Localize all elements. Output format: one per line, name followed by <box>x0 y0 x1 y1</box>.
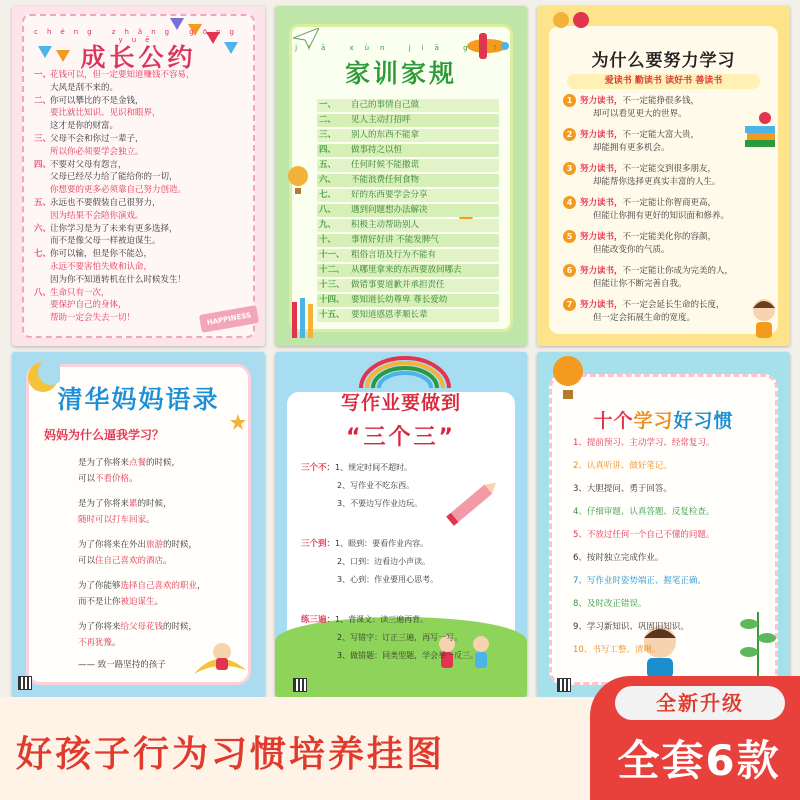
homework-text: 1、规定时间不超时。 <box>335 463 413 472</box>
poster-title <box>537 406 790 433</box>
poster-title: 清华妈妈语录 <box>57 385 220 414</box>
rule-text: 要知道长幼尊卑 尊长爱幼 <box>351 295 448 305</box>
poster-title: 家训家规 <box>344 59 457 88</box>
rule-text: 做错事要道歉并承担责任 <box>351 280 445 290</box>
quote-highlight: 给父母花钱 <box>120 622 164 632</box>
rule-line <box>319 190 428 201</box>
girl-icon <box>747 296 781 340</box>
rule-text: 见人主动打招呼 <box>351 115 411 125</box>
quote-text: 。 <box>129 474 138 484</box>
poster-why-study <box>537 6 790 346</box>
poster-title: 写作业要做到 <box>340 392 461 414</box>
pact-number: 六、 <box>34 223 52 234</box>
quote-text: 可以 <box>78 556 96 566</box>
pact-line <box>34 262 152 273</box>
quote-text: 。 <box>146 515 155 525</box>
pact-text: 因为结果不会陪你演戏。 <box>50 210 144 221</box>
quote-highlight: 旅游 <box>146 540 164 550</box>
reason-text-a: 不一定能美化你的容颜， <box>622 232 717 242</box>
rule-line <box>319 295 447 306</box>
quote-line <box>78 540 197 551</box>
rule-line <box>319 115 411 126</box>
pact-number: 七、 <box>34 249 52 260</box>
pact-text: 花钱可以，但一定要知道赚钱不容易， <box>50 70 195 80</box>
quote-line-2 <box>78 597 163 608</box>
title-pinyin: jiā xùn jiā guī <box>295 44 507 52</box>
habit-line: 1、提前预习、主动学习、经常复习。 <box>573 438 715 448</box>
quote-highlight: 点餐 <box>129 458 147 468</box>
quote-line-2 <box>78 638 121 649</box>
pact-number: 一、 <box>34 70 52 80</box>
pact-number: 五、 <box>34 198 52 208</box>
rule-line <box>319 145 402 156</box>
quote-text: 的时候， <box>163 540 198 550</box>
reason-number-badge: 5 <box>563 230 576 243</box>
rule-number: 六、 <box>319 175 337 185</box>
reason-line-2 <box>593 109 687 120</box>
quote-highlight: 选择自己喜欢的职业 <box>120 581 198 591</box>
pact-text: 父母不会和你过一辈子， <box>50 134 144 144</box>
rule-text: 好的东西要学会分享 <box>351 190 428 200</box>
rule-text: 积极主动帮助别人 <box>351 220 420 230</box>
quote-line <box>78 581 206 592</box>
reason-number-badge: 2 <box>563 128 576 141</box>
reason-line <box>563 264 733 277</box>
pact-text: 大风是刮不来的。 <box>50 82 119 93</box>
quote-highlight: 不看价格 <box>95 474 130 484</box>
rule-text: 遇到问题想办法解决 <box>351 205 428 215</box>
plant-icon <box>733 602 783 682</box>
reason-number-badge: 3 <box>563 162 576 175</box>
badge-set-count: 全套6款 <box>617 736 781 785</box>
rule-number: 五、 <box>319 160 337 170</box>
quote-text: 为了你将来 <box>78 622 121 632</box>
rule-number: 一、 <box>319 100 337 110</box>
quote-line-2 <box>78 556 172 567</box>
poster-title: 成长公约 <box>80 43 197 72</box>
rule-line <box>319 265 462 276</box>
reason-line <box>563 162 716 175</box>
quote-line <box>78 458 180 469</box>
reason-line <box>563 230 716 243</box>
rule-number: 十二、 <box>319 265 345 275</box>
reason-line-2 <box>593 313 695 324</box>
group-heading: 三个不： <box>301 463 336 473</box>
pact-text: 你可以输，但是你不能怂， <box>50 249 153 260</box>
pact-number: 四、 <box>34 159 52 170</box>
quote-text: 为了你能够 <box>78 581 121 591</box>
rule-number: 七、 <box>319 190 337 200</box>
reason-text-a: 不一定能大富大贵， <box>622 130 700 140</box>
reason-line-2 <box>593 279 687 290</box>
rule-line <box>319 205 428 216</box>
reason-line <box>563 94 699 107</box>
poster-family-rules <box>275 6 527 346</box>
hot-air-balloon-icon <box>551 356 585 402</box>
rainbow-icon <box>355 352 455 388</box>
rule-line <box>319 310 428 321</box>
pact-line <box>34 121 118 132</box>
quote-text: 。 <box>163 556 172 566</box>
quote-text: 而不是让你 <box>78 597 121 607</box>
quote-text: 可以 <box>78 474 96 484</box>
homework-text: 3、做错题：同类型题，学会举一反三。 <box>337 651 479 660</box>
reason-text-b: 但能改变你的气质。 <box>593 245 670 255</box>
rule-number: 八、 <box>319 205 337 215</box>
habit-line: 6、按时独立完成作业。 <box>573 553 664 563</box>
reason-highlight: 努力读书， <box>580 164 623 174</box>
pact-text: 永远不要害怕失败和认命， <box>50 262 153 272</box>
qr-code-icon <box>293 678 307 692</box>
reason-text-b: 却能帮你选择更真实丰富的人生。 <box>593 177 721 187</box>
reason-highlight: 努力读书， <box>580 232 623 242</box>
pact-line <box>34 147 144 158</box>
habit-line: 3、大胆提问、勇于回答。 <box>573 484 672 494</box>
reason-highlight: 努力读书， <box>580 300 623 310</box>
pact-line <box>34 96 144 107</box>
homework-line <box>301 462 412 474</box>
quote-highlight: 被迫谋生 <box>120 597 155 607</box>
rule-line <box>319 280 445 291</box>
pact-text: 你想要的更多必须靠自己努力创造。 <box>50 185 187 196</box>
homework-text: 3、心到：作业要用心思考。 <box>337 575 439 584</box>
pact-line <box>34 134 144 145</box>
sign-text: HAPPINESS <box>206 311 252 327</box>
pact-line <box>34 172 178 183</box>
pact-text: 要比就比知识、见识和眼界， <box>50 108 161 119</box>
pact-number: 八、 <box>34 287 52 298</box>
rule-number: 九、 <box>319 220 337 230</box>
rule-number: 十、 <box>319 235 337 245</box>
group-heading: 三个到： <box>301 539 336 549</box>
habit-line: 10、书写工整、清晰。 <box>573 645 661 655</box>
pact-text: 你可以攀比的不是金钱， <box>50 95 144 106</box>
rule-line <box>319 130 419 141</box>
reason-text-a: 不一定能让你智商更高， <box>622 198 717 208</box>
quote-text: 为了你将来在外出 <box>78 540 147 550</box>
quote-text: 是为了你将来 <box>78 499 130 509</box>
rule-line <box>319 235 439 246</box>
pact-text: 生命只有一次， <box>50 287 110 298</box>
pact-text: 帮助一定会失去一切！ <box>50 313 136 324</box>
pact-line <box>34 275 186 286</box>
star-icon <box>230 414 246 430</box>
kids-icon <box>551 10 591 30</box>
pact-line <box>34 108 161 119</box>
pact-line <box>34 236 161 247</box>
reason-text-a: 不一定会延长生命的长度， <box>622 300 725 310</box>
badge-upgrade-label: 全新升级 <box>615 686 785 720</box>
rule-line <box>319 220 419 231</box>
homework-text: 2、写错字：订正三遍，再写一写。 <box>337 633 463 642</box>
poster-tsinghua-mom <box>12 352 265 697</box>
title-pinyin: chéng zhǎng gōng yuē <box>34 28 243 44</box>
poster-ten-habits <box>537 352 790 697</box>
pact-line <box>34 224 178 235</box>
pact-text: 而不是像父母一样被迫谋生。 <box>50 236 161 247</box>
poster-title-2: “三个三” <box>346 425 456 450</box>
homework-line <box>301 632 462 644</box>
pact-text: 因为你不知道转机在什么时候发生！ <box>50 274 187 285</box>
reason-text-b: 却能拥有更多机会。 <box>593 143 670 153</box>
title-part-3: 好习惯 <box>673 410 734 432</box>
poster-title: 为什么要努力学习 <box>591 51 736 71</box>
pact-text: 所以你必须要学会独立。 <box>50 146 144 157</box>
quote-highlight: 累 <box>129 499 138 509</box>
quote-line-2 <box>78 515 155 526</box>
quote-line-2 <box>78 474 138 485</box>
pact-line <box>34 185 186 196</box>
pact-number: 二、 <box>34 95 52 106</box>
homework-line <box>301 480 414 492</box>
pencils-icon <box>289 296 319 340</box>
reason-text-b: 但能让你拥有更好的知识面和修养。 <box>593 211 730 221</box>
reason-highlight: 努力读书， <box>580 130 623 140</box>
pact-line <box>34 300 127 311</box>
poster-subtitle: 爱读书 勤读书 读好书 善读书 <box>567 74 760 89</box>
homework-line <box>301 556 430 568</box>
habit-line: 8、及时改正错误。 <box>573 599 647 609</box>
rule-number: 十四、 <box>319 295 345 305</box>
reason-highlight: 努力读书， <box>580 96 623 106</box>
reason-number-badge: 6 <box>563 264 576 277</box>
reason-line <box>563 196 716 209</box>
homework-text: 3、不要边写作业边玩。 <box>337 499 423 508</box>
habit-line: 9、学习新知识、巩固旧知识。 <box>573 622 689 632</box>
signature: —— 致一路坚持的孩子 <box>78 660 166 670</box>
homework-line <box>301 498 422 510</box>
rule-text: 从哪里拿来的东西要放回哪去 <box>351 265 462 275</box>
quote-text: 。 <box>112 638 121 648</box>
pact-line <box>34 249 152 260</box>
rule-text: 别人的东西不能拿 <box>351 130 420 140</box>
reason-line-2 <box>593 245 670 256</box>
rule-text: 任何时候不能撒谎 <box>351 160 420 170</box>
reason-highlight: 努力读书， <box>580 266 623 276</box>
quote-line <box>78 622 197 633</box>
rule-line <box>319 100 419 111</box>
homework-line <box>301 538 428 550</box>
homework-text: 1、背课文：读三遍再背。 <box>335 615 429 624</box>
rule-text: 事情好好讲 不能发脾气 <box>351 235 439 245</box>
reason-text-a: 不一定能交到很多朋友， <box>622 164 717 174</box>
rule-text: 做事持之以恒 <box>351 145 403 155</box>
poster-growth-pact <box>12 6 265 346</box>
pact-text: 让你学习是为了未来有更多选择， <box>50 223 178 234</box>
reason-highlight: 努力读书， <box>580 198 623 208</box>
pact-text: 永远也不要假装自己很努力， <box>50 198 161 208</box>
pact-number: 三、 <box>34 134 52 144</box>
reason-number-badge: 4 <box>563 196 576 209</box>
reason-line <box>563 128 699 141</box>
title-part-2: 学习 <box>633 410 674 432</box>
habit-line: 7、写作业时姿势端正、握笔正确。 <box>573 576 706 586</box>
habit-line: 5、不放过任何一个自己不懂的问题。 <box>573 530 715 540</box>
reason-line-2 <box>593 211 729 222</box>
pact-text: 要保护自己的身体， <box>50 300 127 311</box>
reason-text-a: 不一定能让你成为完美的人， <box>622 266 734 276</box>
rule-line <box>319 175 419 186</box>
poster-homework-rules <box>275 352 527 697</box>
reason-text-b: 但能让你不断完善自我。 <box>593 279 687 289</box>
homework-line <box>301 574 438 586</box>
rule-number: 十三、 <box>319 280 345 290</box>
quote-highlight: 住自己喜欢的酒店 <box>95 556 164 566</box>
quote-line <box>78 499 172 510</box>
quote-text: ， <box>197 581 206 591</box>
reason-text-b: 但一定会拓展生命的宽度。 <box>593 313 696 323</box>
homework-text: 2、写作业不吃东西。 <box>337 481 415 490</box>
habit-line: 4、仔细审题、认真答题、反复检查。 <box>573 507 715 517</box>
rule-line <box>319 160 419 171</box>
homework-text: 1、眼到：要看作业内容。 <box>335 539 429 548</box>
quote-text: 是为了你将来 <box>78 458 130 468</box>
rule-number: 三、 <box>319 130 337 140</box>
poster-subtitle: 妈妈为什么逼我学习？ <box>44 428 165 442</box>
balloon-icon <box>287 166 309 196</box>
pact-line <box>34 83 118 94</box>
pact-line <box>34 198 161 209</box>
title-part-1: 十个 <box>593 410 634 432</box>
pact-text: 这才是你的财富。 <box>50 121 119 132</box>
quote-text: 的时候， <box>146 458 181 468</box>
qr-code-icon <box>557 678 571 692</box>
pact-text: 不要对父母有怨言， <box>50 159 127 170</box>
quote-text: 的时候， <box>163 622 198 632</box>
pact-line <box>34 288 110 299</box>
rule-number: 二、 <box>319 115 337 125</box>
reason-text-a: 不一定能挣很多钱， <box>622 96 700 106</box>
rule-text: 要知道感恩孝顺长辈 <box>351 310 428 320</box>
reason-line-2 <box>593 177 721 188</box>
group-heading: 练三遍： <box>301 615 336 625</box>
quote-highlight: 随时可以打车回家 <box>78 515 147 525</box>
pact-line <box>34 313 135 324</box>
pact-line <box>34 211 144 222</box>
banner-title: 好孩子行为习惯培养挂图 <box>16 734 446 775</box>
rule-number: 四、 <box>319 145 337 155</box>
homework-line <box>301 650 478 662</box>
qr-code-icon <box>18 676 32 690</box>
pact-line <box>34 160 127 171</box>
quote-text: 。 <box>154 597 164 607</box>
rule-text: 粗俗言语及行为不能有 <box>351 250 437 260</box>
reason-line-2 <box>593 143 670 154</box>
quote-text: 的时候， <box>137 499 172 509</box>
reason-number-badge: 7 <box>563 298 576 311</box>
rule-number: 十一、 <box>319 250 345 260</box>
homework-line <box>301 614 428 626</box>
reason-text-b: 却可以看见更大的世界。 <box>593 109 687 119</box>
reason-number-badge: 1 <box>563 94 576 107</box>
rule-number: 十五、 <box>319 310 345 320</box>
quote-highlight: 不再犹豫 <box>78 638 113 648</box>
homework-text: 2、口到：边看边小声读。 <box>337 557 431 566</box>
books-icon <box>743 110 777 150</box>
pact-text: 父母已经尽力给了能给你的一切， <box>50 172 178 183</box>
pencil-icon <box>443 472 503 532</box>
rule-text: 不能浪费任何食物 <box>351 175 420 185</box>
kid-on-moon-icon <box>188 634 248 682</box>
reason-line <box>563 298 725 311</box>
rule-text: 自己的事情自己做 <box>351 100 420 110</box>
habit-line: 2、认真听讲、做好笔记。 <box>573 461 672 471</box>
pact-line <box>34 70 195 81</box>
rule-line <box>319 250 436 261</box>
